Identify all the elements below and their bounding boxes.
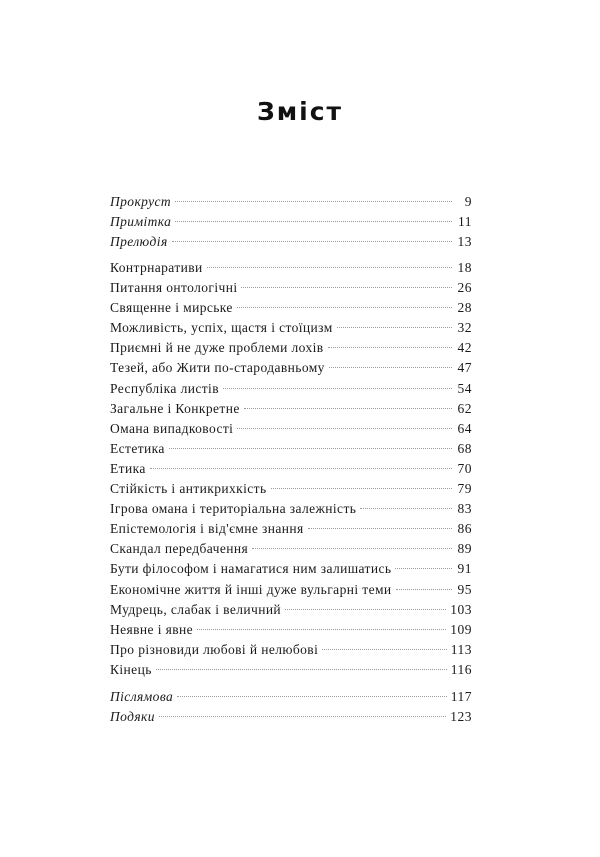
dot-leader (156, 669, 447, 670)
toc-entry-title: Естетика (110, 440, 165, 456)
page-title: Зміст (256, 96, 344, 126)
toc-entry-page-number: 9 (464, 194, 472, 209)
toc-entry-page-number: 32 (457, 320, 472, 336)
toc-entry-title: Бути філософом і намагатися ним залишатись (110, 561, 392, 577)
toc-entry (110, 358, 472, 378)
dot-leader (175, 221, 452, 222)
toc-entry-title: Скандал передбачення (110, 541, 249, 557)
toc-entry (110, 439, 472, 459)
toc-back-matter (110, 687, 472, 727)
toc-entry (110, 212, 472, 232)
toc-entry-title: Кінець (110, 661, 152, 677)
toc-entry-page-number: 123 (450, 709, 472, 725)
toc-entry (110, 519, 472, 539)
toc-entry-title: Мудрець, слабак і величний (110, 601, 282, 617)
dot-leader (244, 408, 452, 409)
dot-leader (360, 508, 452, 509)
toc-entry-page-number: 103 (450, 601, 472, 617)
dot-leader (150, 468, 452, 469)
dot-leader (159, 716, 446, 717)
dot-leader (322, 649, 447, 650)
toc-entry (110, 539, 472, 559)
toc-entry-title: Епістемологія і від'ємне знання (110, 521, 304, 537)
toc-entry-title: Питання онтологічні (110, 280, 238, 296)
toc-entry (110, 298, 472, 318)
toc-entry-page-number: 113 (450, 641, 472, 657)
toc-entry-page-number: 18 (457, 260, 472, 275)
toc-entry (110, 479, 472, 499)
toc-entry-page-number: 89 (457, 541, 472, 557)
dot-leader (329, 367, 452, 368)
dot-leader (207, 267, 452, 268)
toc-entry-page-number: 42 (457, 340, 472, 356)
dot-leader (237, 307, 452, 308)
toc-entry (110, 318, 472, 338)
toc-entry (110, 258, 472, 278)
toc-entry-page-number: 91 (457, 561, 472, 577)
dot-leader (285, 609, 446, 610)
toc-entry-title: Стійкість і антикрихкість (110, 481, 267, 497)
toc-entry-page-number: 117 (450, 689, 472, 704)
toc-entry-title: Можливість, успіх, щастя і стоїцизм (110, 320, 333, 336)
toc-entry (110, 232, 472, 252)
toc-entry (110, 687, 472, 707)
toc-entry (110, 559, 472, 579)
toc-entry-title: Омана випадковості (110, 420, 234, 436)
dot-leader (241, 287, 452, 288)
toc-entry (110, 499, 472, 519)
toc-entry (110, 707, 472, 727)
toc-entry (110, 338, 472, 358)
toc-entry-title: Подяки (110, 709, 155, 725)
dot-leader (175, 201, 452, 202)
toc-entry-title: Про різновиди любові й нелюбові (110, 641, 319, 657)
toc-entry-title: Приємні й не дуже проблеми лохів (110, 340, 324, 356)
toc-entry-title: Контрнаративи (110, 260, 203, 275)
dot-leader (271, 488, 452, 489)
dot-leader (169, 448, 452, 449)
toc-entry (110, 620, 472, 640)
toc-entry (110, 580, 472, 600)
toc-entry (110, 600, 472, 620)
toc-entry-title: Священне і мирське (110, 300, 233, 316)
toc-entry-page-number: 13 (457, 234, 472, 250)
toc-entry-page-number: 54 (457, 380, 472, 396)
dot-leader (223, 388, 452, 389)
toc-entry (110, 660, 472, 680)
toc-entry-page-number: 68 (457, 440, 472, 456)
dot-leader (396, 589, 452, 590)
toc-entry-page-number: 83 (457, 501, 472, 517)
toc-entry-page-number: 62 (457, 400, 472, 416)
toc-entry-page-number: 116 (450, 661, 472, 677)
toc-entry-page-number: 79 (457, 481, 472, 497)
toc-entry (110, 192, 472, 212)
toc-entry-title: Етика (110, 460, 146, 476)
toc-entry (110, 640, 472, 660)
dot-leader (308, 528, 452, 529)
toc-front-matter (110, 192, 472, 252)
dot-leader (237, 428, 452, 429)
toc-entry (110, 459, 472, 479)
toc-entry-title: Загальне і Конкретне (110, 400, 240, 416)
toc-entry-title: Республіка листів (110, 380, 219, 396)
toc-entry-title: Ігрова омана і територіальна залежність (110, 501, 357, 517)
dot-leader (252, 548, 452, 549)
dot-leader (197, 629, 446, 630)
dot-leader (337, 327, 452, 328)
toc-entry-title: Тезей, або Жити по-стародавньому (110, 360, 325, 376)
toc-entry-title: Прелюдія (110, 234, 168, 250)
toc-entry (110, 419, 472, 439)
toc-entry-page-number: 64 (457, 420, 472, 436)
toc-entry-page-number: 95 (457, 581, 472, 597)
toc-entry-page-number: 86 (457, 521, 472, 537)
dot-leader (395, 568, 452, 569)
toc-entry-title: Економічне життя й інші дуже вульгарні теми (110, 581, 392, 597)
toc-entry-title: Примітка (110, 214, 172, 230)
toc-entry-page-number: 26 (457, 280, 472, 296)
dot-leader (177, 696, 447, 697)
toc-entry (110, 379, 472, 399)
dot-leader (328, 347, 452, 348)
toc-entry-title: Неявне і явне (110, 621, 194, 637)
toc-entry-title: Післямова (110, 689, 174, 704)
toc-entry (110, 399, 472, 419)
toc-entry-page-number: 70 (457, 460, 472, 476)
toc-entry-page-number: 109 (450, 621, 472, 637)
toc-entry-title: Прокруст (110, 194, 172, 209)
toc-entry-page-number: 47 (457, 360, 472, 376)
toc-entry (110, 278, 472, 298)
toc-chapters (110, 258, 472, 680)
dot-leader (172, 241, 452, 242)
toc-entry-page-number: 28 (457, 300, 472, 316)
toc-entry-page-number: 11 (458, 214, 472, 230)
